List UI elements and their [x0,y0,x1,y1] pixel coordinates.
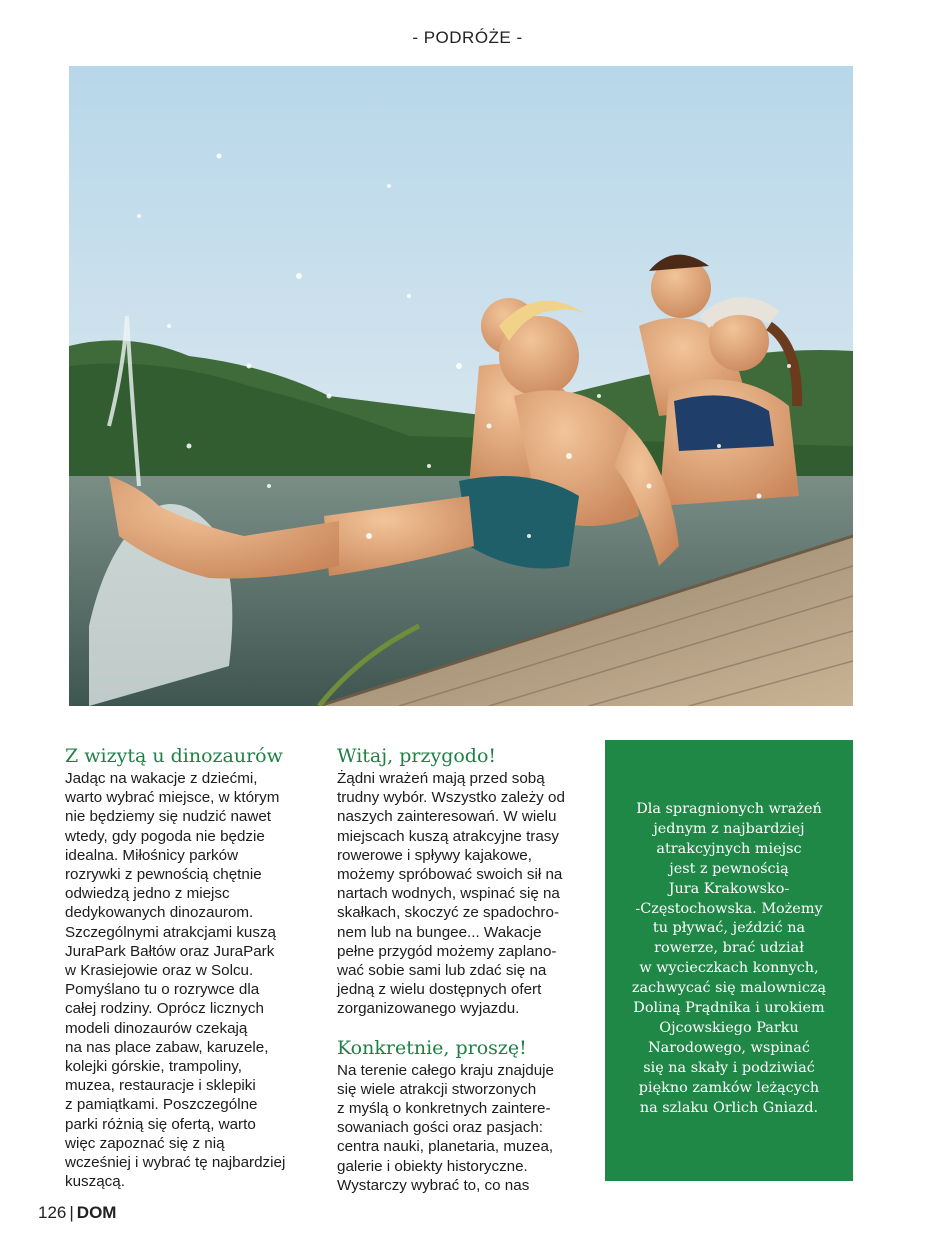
text-line: -Częstochowska. Możemy [635,900,823,917]
article-column-dinosaurs [65,744,325,1191]
text-line: warto wybrać miejsce, w którym [65,789,280,807]
section-label: - PODRÓŻE - [412,28,523,47]
text-line: Jura Krakowsko- [668,880,790,897]
text-line: idealna. Miłośnicy parków [65,846,239,864]
text-line: muzea, restauracje i sklepiki [65,1077,256,1095]
text-line: jedną z wielu dostępnych ofert [337,981,542,999]
text-line: centra nauki, planetaria, muzea, [337,1138,554,1156]
text-line: sowaniach gości oraz pasjach: [337,1119,543,1137]
text-line: Ojcowskiego Parku [659,1019,799,1036]
text-line: skałkach, skoczyć ze spadochro- [337,904,559,922]
text-line: się wiele atrakcji stworzonych [337,1080,537,1098]
text-line: możemy spróbować swoich sił na [337,866,563,884]
text-line: nartach wodnych, wspinać się na [337,885,560,903]
footer-separator: | [69,1203,74,1222]
text-line: nie będziemy się nudzić nawet [65,808,271,826]
text-line: wcześniej i wybrać tę najbardziej [65,1154,286,1172]
text-line: się na skały i podziwiać [643,1059,815,1076]
article-column-adventure [337,744,595,1195]
text-line: Żądni wrażeń mają przed sobą [337,770,545,787]
family-splashing-on-pier-photo [69,66,853,706]
highlight-box-jura [605,740,853,1181]
text-line: nem lub na bungee... Wakacje [337,923,542,941]
text-line: Jadąc na wakacje z dziećmi, [65,770,258,787]
text-line: JuraPark Bałtów oraz JuraPark [65,942,275,960]
text-line: Szczególnymi atrakcjami kuszą [65,923,277,941]
text-line: na szlaku Orlich Gniazd. [639,1099,819,1116]
text-line: odwiedzą jedno z miejsc [65,885,230,903]
text-line: zorganizowanego wyjazdu. [337,1000,520,1018]
text-line: kuszącą. [65,1173,125,1191]
text-line: atrakcyjnych miejsc [656,840,802,857]
text-line: galerie i obiekty historyczne. [337,1157,528,1175]
text-line: rozrywki z pewnością chętnie [65,866,262,884]
text-line: dedykowanych dinozaurom. [65,904,254,922]
text-line: z myślą o konkretnych zaintere- [337,1100,551,1118]
heading-dinosaurs: Z wizytą u dinozaurów [65,745,283,767]
text-line: jest z pewnością [669,860,789,877]
text-line: w Krasiejowie oraz w Solcu. [65,962,254,980]
text-line: miejscach kuszą atrakcyjne trasy [337,827,559,845]
page-number: 126 [38,1203,67,1222]
heading-specific: Konkretnie, proszę! [337,1036,527,1059]
text-line: Doliną Prądnika i urokiem [633,1000,825,1017]
text-line: Pomyślano tu o rozrywce dla [65,981,260,999]
page-footer [38,1203,116,1223]
text-line: modeli dinozaurów czekają [65,1019,248,1037]
text-line: rowerowe i spływy kajakowe, [337,846,532,864]
text-line: Narodowego, wspinać [648,1039,810,1056]
text-line: kolejki górskie, trampoliny, [65,1058,242,1076]
text-line: całej rodziny. Oprócz licznych [65,1000,264,1018]
text-line: tu pływać, jeździć na [652,920,806,937]
text-line: na nas place zabaw, karuzele, [65,1038,269,1056]
text-line: pełne przygód możemy zaplano- [337,942,557,960]
text-line: wać sobie sami lub zdać się na [337,962,547,980]
text-line: Na terenie całego kraju znajduje [337,1061,554,1079]
text-line: Dla spragnionych wrażeń [636,801,822,817]
text-line: więc zapoznać się z nią [65,1134,225,1152]
text-line: wtedy, gdy pogoda nie będzie [65,827,265,845]
text-line: trudny wybór. Wszystko zależy od [337,789,565,807]
text-line: parki różnią się ofertą, warto [65,1115,256,1133]
text-line: rowerze, brać udział [654,940,804,957]
text-line: piękno zamków leżących [638,1079,820,1096]
paragraph-dinosaurs [65,769,325,1191]
paragraph-specific [337,1061,595,1195]
text-line: Wystarczy wybrać to, co nas [337,1176,530,1194]
text-line: zachwycać się malowniczą [631,980,827,997]
paragraph-adventure [337,769,595,1019]
highlight-text [619,800,839,1119]
heading-adventure: Witaj, przygodo! [337,745,497,767]
photo-family-splashing [69,66,853,706]
magazine-name: DOM [76,1203,117,1222]
text-line: jednym z najbardziej [653,820,805,837]
text-line: z pamiątkami. Poszczególne [65,1096,258,1114]
text-line: w wycieczkach konnych, [639,960,819,977]
text-line: naszych zainteresowań. W wielu [337,808,557,826]
